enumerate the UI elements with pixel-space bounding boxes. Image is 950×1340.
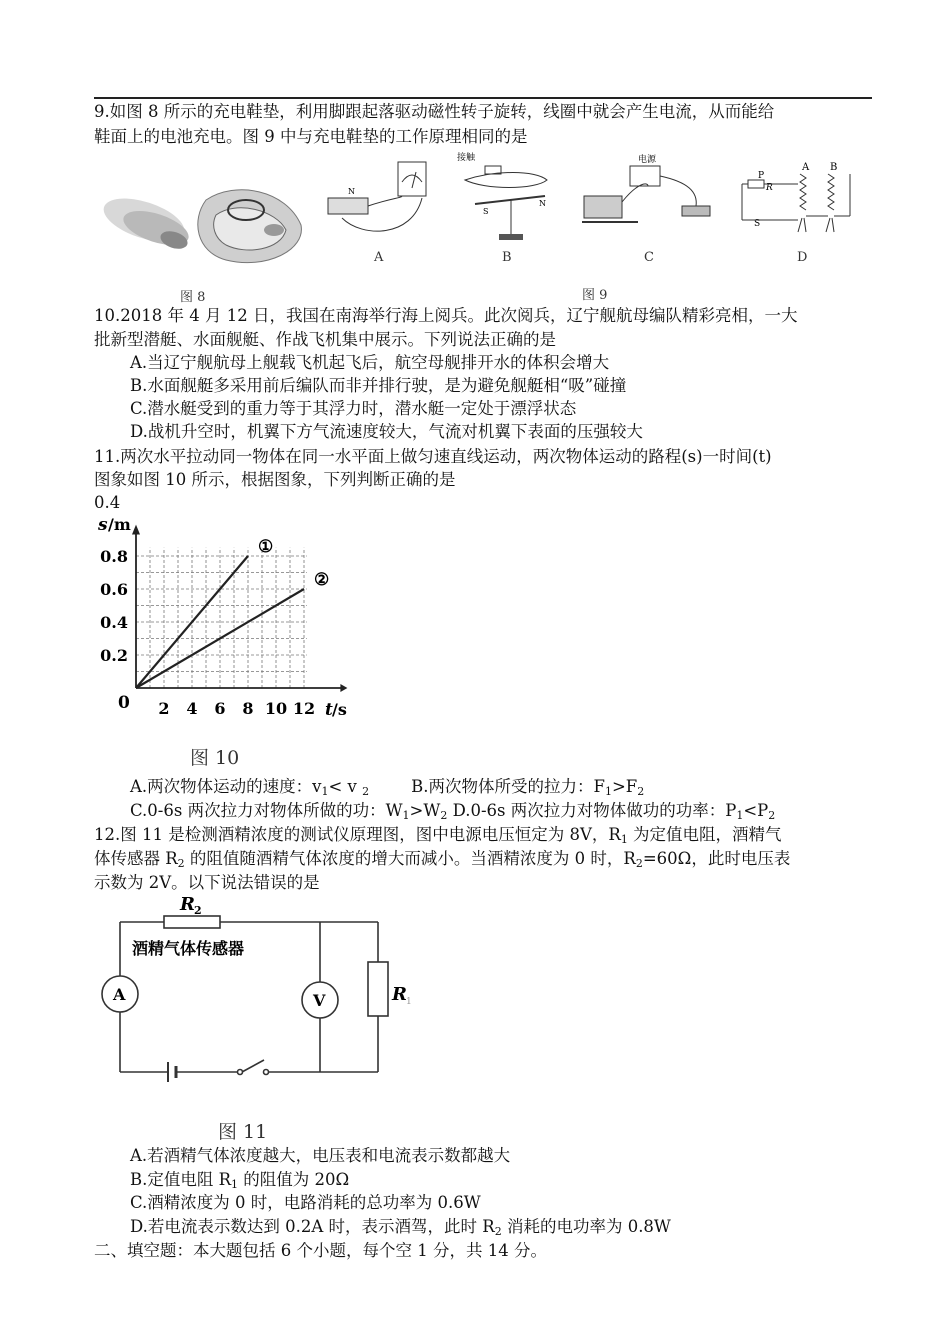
svg-text:S: S bbox=[754, 219, 761, 229]
circuit-r2-label: R bbox=[180, 894, 195, 915]
x-tick-label: 8 bbox=[242, 699, 254, 718]
figure-9-label-d: D bbox=[797, 250, 808, 265]
figure-8-insoles bbox=[96, 180, 308, 276]
fig9d-p-label: P bbox=[758, 171, 765, 181]
q10-text-line2: 批新型潜艇、水面舰艇、作战飞机集中展示。下列说法正确的是 bbox=[94, 330, 556, 349]
svg-text:B: B bbox=[830, 162, 838, 173]
figure-9-caption: 图 9 bbox=[582, 288, 608, 303]
figure-9a-galvanometer-circuit bbox=[322, 158, 434, 242]
figure-11-caption: 图 11 bbox=[218, 1121, 268, 1143]
y-tick-label: 0.8 bbox=[100, 547, 128, 566]
q9-text-line2: 鞋面上的电池充电。图 9 中与充电鞋垫的工作原理相同的是 bbox=[94, 127, 528, 146]
circuit-voltmeter-label: V bbox=[313, 991, 326, 1010]
q11-options-ab: A.两次物体运动的速度：$v_1< v$ $_2$ B.两次物体所受的拉力：$F_1>F_2$ bbox=[130, 777, 645, 798]
chart-series bbox=[136, 537, 329, 688]
x-tick-label: 10 bbox=[264, 699, 288, 718]
x-tick-label: 12 bbox=[292, 699, 316, 718]
figure-9-label-b: B bbox=[502, 250, 512, 265]
series-label-2: ② bbox=[314, 570, 330, 590]
q12-option-d: D.若电流表示数达到 0.2A 时，表示酒驾，此时 $R_2$ 消耗的电功率为 0.8W bbox=[130, 1217, 671, 1238]
chart-grid bbox=[136, 548, 307, 688]
q11-options-cd: C.0-6s 两次拉力对物体所做的功：$W_1>W_2$ D.0-6s 两次拉力对物体做功的功率：$P_1<P_2$ bbox=[130, 801, 776, 822]
chart-origin-label: 0 bbox=[118, 693, 130, 713]
y-tick-label: 0.6 bbox=[100, 580, 128, 599]
circuit-r1-subscript: 1 bbox=[406, 997, 412, 1007]
svg-text:A: A bbox=[802, 162, 810, 173]
figure-10-caption: 图 10 bbox=[190, 747, 240, 769]
circuit-ammeter-label: A bbox=[113, 985, 126, 1004]
circuit-sensor-label: 酒精气体传感器 bbox=[132, 939, 245, 958]
figure-9c-motor-circuit bbox=[578, 152, 718, 242]
chart-x-axis-unit: /s bbox=[332, 700, 347, 719]
y-axis-arrow bbox=[132, 525, 140, 535]
q10-text-line1: 10.2018 年 4 月 12 日，我国在南海举行海上阅兵。此次阅兵，辽宁舰航母编队精彩亮相，一大 bbox=[94, 306, 798, 325]
figure-9-label-a: A bbox=[374, 250, 384, 265]
x-tick-label: 6 bbox=[214, 699, 226, 718]
q12-text-line2: 体传感器 $R_2$ 的阻值随酒精气体浓度的增大而减小。当酒精浓度为 0 时，$R_2=60\Omega$，此时电压表 bbox=[94, 849, 791, 870]
svg-text:N: N bbox=[539, 199, 546, 208]
y-tick-label: 0.4 bbox=[100, 613, 128, 632]
fig9a-n-label: N bbox=[348, 187, 355, 196]
chart-y-axis-unit: /m bbox=[108, 515, 131, 534]
x-axis-arrow bbox=[340, 684, 347, 692]
q11-text-line2: 图象如图 10 所示，根据图象，下列判断正确的是 bbox=[94, 470, 456, 489]
figure-8-caption: 图 8 bbox=[180, 290, 206, 305]
circuit-r1-label: R bbox=[392, 984, 407, 1005]
fig9c-power-label: 电源 bbox=[638, 155, 657, 165]
series-label-1: ① bbox=[258, 537, 274, 557]
fig9b-contact-label: 接触 bbox=[457, 153, 476, 163]
q10-option-d: D.战机升空时，机翼下方气流速度较大，气流对机翼下表面的压强较大 bbox=[130, 422, 643, 441]
y-tick-label: 0.2 bbox=[100, 646, 128, 665]
figure-9d-electromagnet-circuit bbox=[738, 160, 856, 244]
section-2-heading: 二、填空题：本大题包括 6 个小题，每个空 1 分，共 14 分。 bbox=[94, 1241, 547, 1260]
q10-option-c: C.潜水艇受到的重力等于其浮力时，潜水艇一定处于漂浮状态 bbox=[130, 399, 577, 418]
figure-11-circuit bbox=[98, 890, 418, 1090]
circuit-r2-subscript: 2 bbox=[194, 904, 202, 917]
q12-option-a: A.若酒精气体浓度越大，电压表和电流表示数都越大 bbox=[130, 1146, 511, 1165]
figure-9-label-c: C bbox=[644, 250, 654, 265]
q12-text-line3: 示数为 2V。以下说法错误的是 bbox=[94, 873, 320, 892]
x-tick-label: 4 bbox=[186, 699, 198, 718]
q11-text-line1: 11.两次水平拉动同一物体在同一水平面上做匀速直线运动，两次物体运动的路程(s)一时间(t) bbox=[94, 447, 772, 466]
q12-option-c: C.酒精浓度为 0 时，电路消耗的总功率为 0.6W bbox=[130, 1193, 481, 1212]
q11-stray-number: 0.4 bbox=[94, 493, 121, 512]
q10-option-b: B.水面舰艇多采用前后编队而非并排行驶，是为避免舰艇相“吸”碰撞 bbox=[130, 376, 627, 395]
q9-text-line1: 9.如图 8 所示的充电鞋垫，利用脚跟起落驱动磁性转子旋转，线圈中就会产生电流，从而能给 bbox=[94, 102, 775, 121]
q10-option-a: A.当辽宁舰航母上舰载飞机起飞后，航空母舰排开水的体积会增大 bbox=[130, 353, 610, 372]
q12-option-b: B.定值电阻 $R_1$ 的阻值为 20Ω bbox=[130, 1170, 350, 1191]
top-rule bbox=[94, 97, 872, 99]
q12-text-line1: 12.图 11 是检测酒精浓度的测试仪原理图，图中电源电压恒定为 8V，$R_1$ 为定值电阻，酒精气 bbox=[94, 825, 782, 846]
figure-10-st-graph bbox=[94, 510, 364, 720]
svg-text:R: R bbox=[766, 183, 773, 193]
chart-y-axis-symbol: s bbox=[98, 515, 108, 535]
chart-x-axis-symbol: t bbox=[325, 700, 333, 720]
svg-text:S: S bbox=[483, 207, 489, 216]
x-tick-label: 2 bbox=[158, 699, 170, 718]
figure-9b-compass-wire bbox=[455, 150, 555, 244]
